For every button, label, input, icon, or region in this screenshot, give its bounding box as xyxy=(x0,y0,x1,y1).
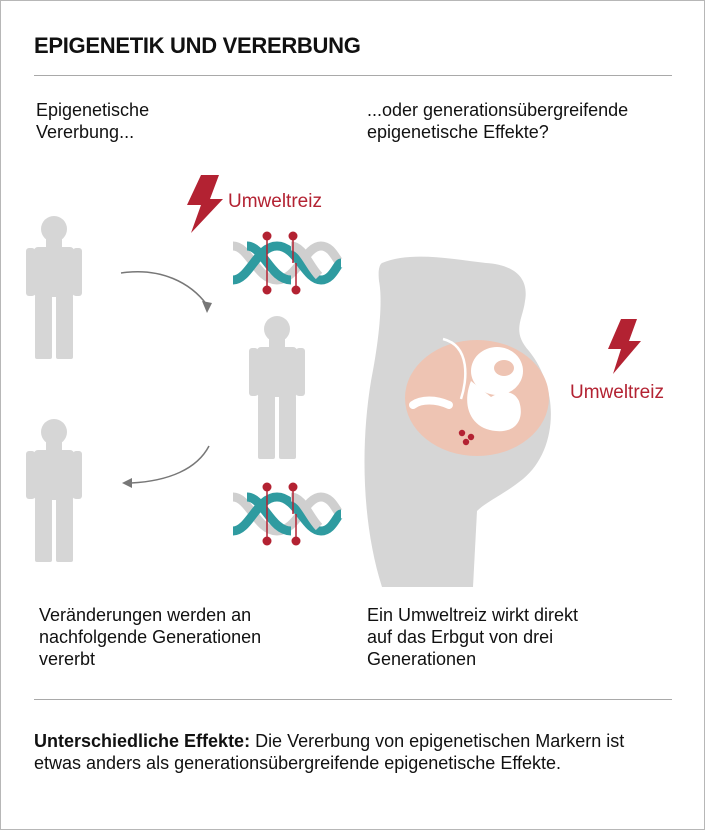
arrow-icon xyxy=(122,446,209,488)
footnote xyxy=(34,730,674,774)
right-heading: ...oder generationsübergreifende epigenetische Effekte? xyxy=(367,100,629,142)
footnote-text: Die Vererbung von epigenetischen Markern ist etwas anders als generationsübergreifende epigenetische Effekte. xyxy=(34,731,625,773)
illustration xyxy=(1,1,705,831)
left-caption: Veränderungen werden an nachfolgende Generationen vererbt xyxy=(39,605,262,669)
arrow-icon xyxy=(121,272,212,313)
dna-icon xyxy=(233,232,341,295)
stimulus-label-right: Umweltreiz xyxy=(570,382,664,403)
page-title: EPIGENETIK UND VERERBUNG xyxy=(34,33,361,58)
dna-icon xyxy=(233,483,341,546)
lightning-icon xyxy=(187,175,223,233)
lightning-icon xyxy=(608,319,641,374)
stimulus-label-left: Umweltreiz xyxy=(228,191,322,212)
person-icon xyxy=(26,419,82,562)
person-icon xyxy=(26,216,82,359)
left-heading: Epigenetische Vererbung... xyxy=(36,100,150,142)
bottom-divider xyxy=(34,699,672,700)
person-icon xyxy=(249,316,305,459)
footnote-lead: Unterschiedliche Effekte: xyxy=(34,731,251,751)
right-caption: Ein Umweltreiz wirkt direkt auf das Erbgut von drei Generationen xyxy=(367,605,579,669)
